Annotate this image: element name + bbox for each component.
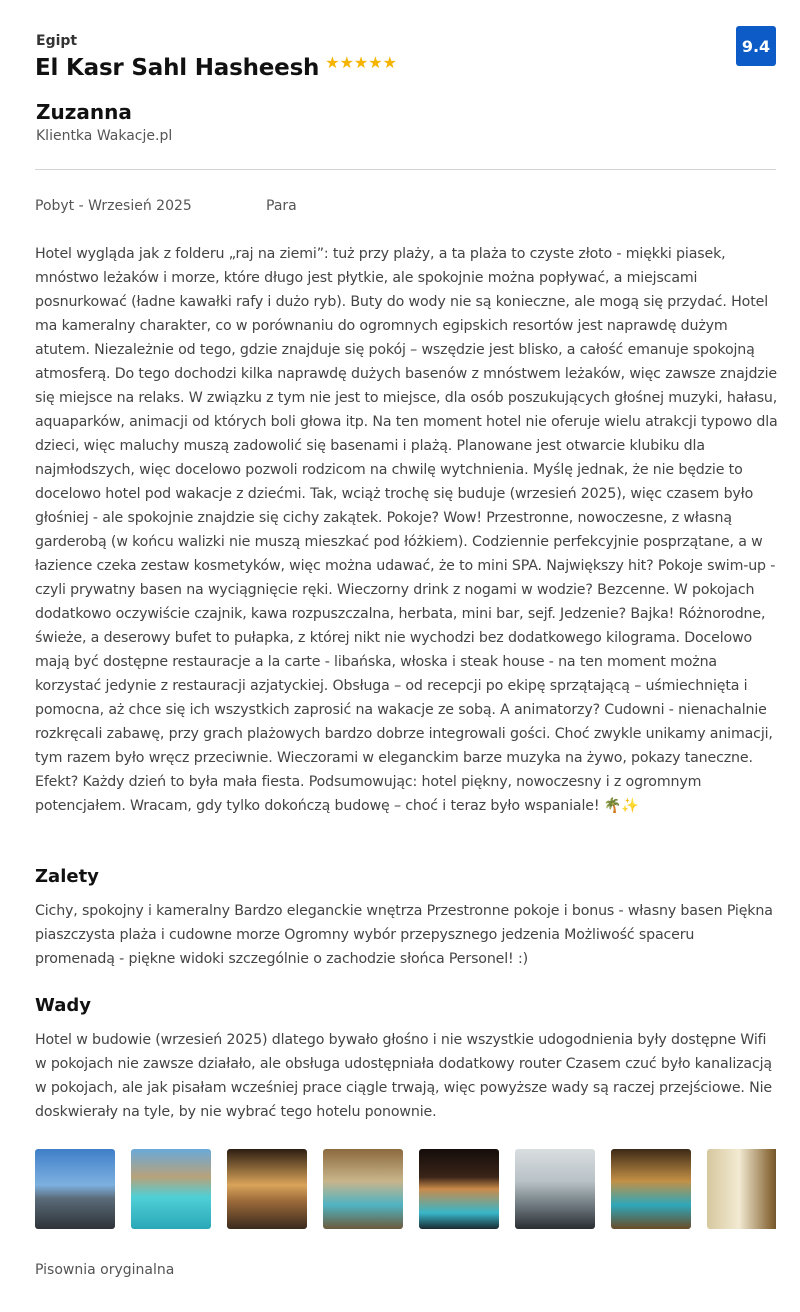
photo-thumbnail[interactable]: [227, 1149, 307, 1229]
stay-date: Pobyt - Wrzesień 2025: [35, 198, 192, 214]
hotel-header: [35, 55, 397, 81]
travel-type: Para: [266, 198, 297, 214]
pros-text: Cichy, spokojny i kameralny Bardzo eleganckie wnętrza Przestronne pokoje i bonus - własny basen Piękna piaszczysta plaża i cudowne morze Ogromny wybór przepysznego jedzenia Możliwość spaceru promenadą - piękne widoki szczególnie o zachodzie słońca Personel! :): [35, 903, 773, 967]
original-spelling-note: Pisownia oryginalna: [35, 1262, 175, 1278]
photo-thumbnail[interactable]: [131, 1149, 211, 1229]
cons-heading: Wady: [35, 995, 91, 1016]
cons-text: Hotel w budowie (wrzesień 2025) dlatego bywało głośno i nie wszystkie udogodnienia były dostępne Wifi w pokojach nie zawsze działało, ale obsługa udostępniała dodatkowy router Czasem czuć było kanalizacją w pokojach, ale jak pisałam wcześniej prace ciągle trwają, więc powyższe wady są raczej przejściowe. Nie doskwierały na tyle, by nie wybrać tego hotelu ponownie.: [35, 1032, 772, 1120]
pros-heading: Zalety: [35, 866, 99, 887]
star-rating: [325, 55, 397, 71]
star-icon: ★: [339, 53, 354, 72]
photo-thumbnail[interactable]: [707, 1149, 776, 1229]
author-role: Klientka Wakacje.pl: [36, 128, 173, 144]
star-icon: ★: [325, 53, 340, 72]
photo-gallery: [35, 1149, 776, 1229]
divider: [35, 169, 776, 170]
photo-thumbnail[interactable]: [35, 1149, 115, 1229]
star-icon: ★: [382, 53, 397, 72]
score-badge: 9.4: [736, 26, 776, 66]
hotel-name[interactable]: El Kasr Sahl Hasheesh: [35, 55, 320, 81]
author-name: Zuzanna: [36, 100, 132, 124]
country-label: Egipt: [36, 33, 78, 49]
star-icon: ★: [368, 53, 383, 72]
photo-thumbnail[interactable]: [515, 1149, 595, 1229]
photo-thumbnail[interactable]: [323, 1149, 403, 1229]
photo-thumbnail[interactable]: [611, 1149, 691, 1229]
photo-thumbnail[interactable]: [419, 1149, 499, 1229]
review-text: Hotel wygląda jak z folderu „raj na ziemi”: tuż przy plaży, a ta plaża to czyste złoto - miękki piasek, mnóstwo leżaków i morze, które długo jest płytkie, ale spokojnie można popływać, a miejscami posnurkować (ładne kawałki rafy i dużo ryb). Buty do wody nie są konieczne, ale mogą się przydać. Hotel ma kameralny charakter, co w porównaniu do ogromnych egipskich resortów jest naprawdę dużym atutem. Niezależnie od tego, gdzie znajduje się pokój – wszędzie jest blisko, a całość emanuje spokojną atmosferą. Do tego dochodzi kilka naprawdę dużych basenów z mnóstwem leżaków, więc zawsze znajdzie się miejsce na relaks. W związku z tym nie jest to miejsce, dla osób poszukujących głośnej muzyki, hałasu, aquaparków, animacji od których boli głowa itp. Na ten moment hotel nie oferuje wielu atrakcji typowo dla dzieci, więc maluchy muszą zadowolić się basenami i plażą. Planowane jest otwarcie klubiku dla najmłodszych, więc docelowo pozwoli rodzicom na chwilę wytchnienia. Myślę jednak, że nie będzie to docelowo hotel pod wakacje z dziećmi. Tak, wciąż trochę się buduje (wrzesień 2025), więc czasem było głośniej - ale spokojnie znajdzie się cichy zakątek. Pokoje? Wow! Przestronne, nowoczesne, z własną garderobą (w końcu walizki nie muszą mieszkać pod łóżkiem). Codziennie perfekcyjnie posprzątane, a w łazience czeka zestaw kosmetyków, więc można udawać, że to mini SPA. Największy hit? Pokoje swim-up - czyli prywatny basen na wyciągnięcie ręki. Wieczorny drink z nogami w wodzie? Bezcenne. W pokojach dodatkowo oczywiście czajnik, kawa rozpuszczalna, herbata, mini bar, sejf. Jedzenie? Bajka! Różnorodne, świeże, a deserowy bufet to pułapka, z której nikt nie wychodzi bez dodatkowego kilograma. Docelowo mają być dostępne restauracje a la carte - libańska, włoska i steak house - na ten moment można korzystać jedynie z restauracji azjatyckiej. Obsługa – od recepcji po ekipę sprzątającą – uśmiechnięta i pomocna, aż chce się ich wszystkich zaprosić na wakacje ze sobą. A animatorzy? Cudowni - nienachalnie rozkręcali zabawę, przy grach plażowych bardzo dobrze integrowali gości. Choć zwykle unikamy animacji, tym razem było wręcz przeciwnie. Wieczorami w eleganckim barze muzyka na żywo, pokazy taneczne. Efekt? Każdy dzień to była mała fiesta. Podsumowując: hotel piękny, nowoczesny i z ogromnym potencjałem. Wracam, gdy tylko dokończą budowę – choć i teraz było wspaniale! 🌴✨: [35, 246, 778, 814]
star-icon: ★: [353, 53, 369, 72]
